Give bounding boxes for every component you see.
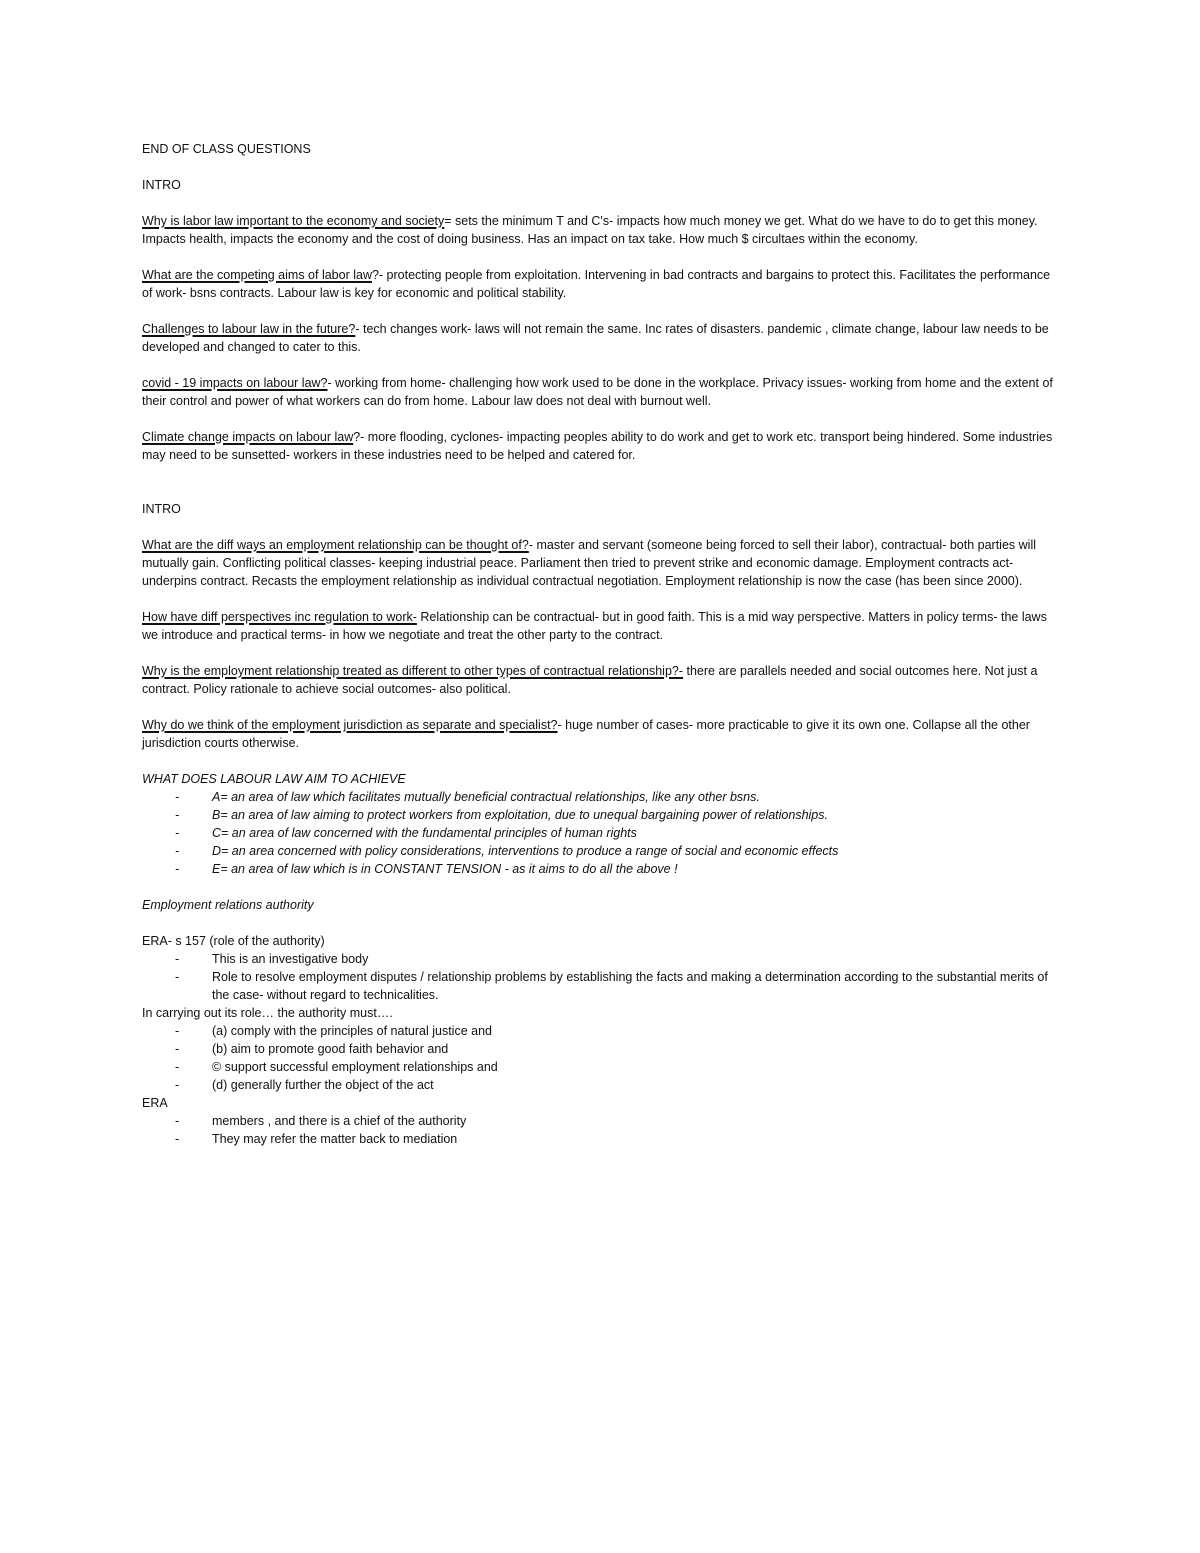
list-item xyxy=(142,824,1062,842)
question-text: Why do we think of the employment jurisdiction as separate and specialist? xyxy=(142,718,558,732)
list-item xyxy=(142,1058,1062,1076)
aims-heading: WHAT DOES LABOUR LAW AIM TO ACHIEVE xyxy=(142,772,406,786)
question-text: Why is labor law important to the economy and society xyxy=(142,214,445,228)
list-item xyxy=(142,1112,1062,1130)
list-item-text: (a) comply with the principles of natural justice and xyxy=(212,1024,492,1038)
section-heading-intro-2: INTRO xyxy=(142,502,181,516)
era-role-list xyxy=(142,950,1062,1004)
document-title: END OF CLASS QUESTIONS xyxy=(142,142,311,156)
question-text: How have diff perspectives inc regulation to work- xyxy=(142,610,417,624)
question-text: What are the competing aims of labor law xyxy=(142,268,372,282)
list-item-text: A= an area of law which facilitates mutually beneficial contractual relationships, like any other bsns. xyxy=(212,790,760,804)
list-item xyxy=(142,806,1062,824)
list-item xyxy=(142,1076,1062,1094)
list-item-text: This is an investigative body xyxy=(212,952,369,966)
qa-paragraph xyxy=(142,320,1062,356)
list-item xyxy=(142,842,1062,860)
qa-paragraph xyxy=(142,716,1062,752)
document-page xyxy=(142,140,1062,1148)
answer-text: - working from home- challenging how work used to be done in the workplace. Privacy issues- working from home and the extent of their control and power of what workers can do from home. Labour law does not deal with burnout well. xyxy=(142,376,1053,408)
dash-bullet: - xyxy=(175,970,180,984)
dash-bullet: - xyxy=(175,862,180,876)
list-item-text: They may refer the matter back to mediation xyxy=(212,1132,458,1146)
qa-paragraph xyxy=(142,608,1062,644)
list-item-text: © support successful employment relationships and xyxy=(212,1060,498,1074)
dash-bullet: - xyxy=(175,1132,180,1146)
qa-paragraph xyxy=(142,212,1062,248)
dash-bullet: - xyxy=(175,1060,180,1074)
list-item xyxy=(142,1130,1062,1148)
question-text: Why is the employment relationship treated as different to other types of contractual relationship?- xyxy=(142,664,684,678)
dash-bullet: - xyxy=(175,826,180,840)
answer-text: Relationship can be contractual- but in good faith. This is a mid way perspective. Matters in policy terms- the laws we introduce and practical terms- in how we negotiate and treat the other party to the contract. xyxy=(142,610,1047,642)
list-item-text: C= an area of law concerned with the fundamental principles of human rights xyxy=(212,826,637,840)
answer-text: there are parallels needed and social outcomes here. Not just a contract. Policy rationale to achieve social outcomes- also political. xyxy=(142,664,1038,696)
dash-bullet: - xyxy=(175,1078,180,1092)
list-item xyxy=(142,1022,1062,1040)
dash-bullet: - xyxy=(175,1042,180,1056)
question-text: covid - 19 impacts on labour law? xyxy=(142,376,328,390)
aims-list xyxy=(142,788,1062,878)
list-item-text: (b) aim to promote good faith behavior and xyxy=(212,1042,449,1056)
qa-paragraph xyxy=(142,374,1062,410)
question-text: Climate change impacts on labour law xyxy=(142,430,354,444)
era-must-line: In carrying out its role… the authority must…. xyxy=(142,1006,393,1020)
list-item-text: D= an area concerned with policy considerations, interventions to produce a range of social and economic effects xyxy=(212,844,839,858)
list-item-text: B= an area of law aiming to protect workers from exploitation, due to unequal bargaining power of relationships. xyxy=(212,808,828,822)
era-members-list xyxy=(142,1112,1062,1148)
dash-bullet: - xyxy=(175,952,180,966)
era-must-list xyxy=(142,1022,1062,1094)
answer-text: - master and servant (someone being forced to sell their labor), contractual- both parties will mutually gain. Conflicting political classes- keeping industrial peace. Parliament then tried to prevent strike and economic damage. Employment contracts act- underpins contract. Recasts the employment relationship as individual contractual negotiation. Employment relationship is now the case (has been since 2000). xyxy=(142,538,1036,588)
answer-text: ?- protecting people from exploitation. Intervening in bad contracts and bargains to protect this. Facilitates the performance of work- bsns contracts. Labour law is key for economic and political stability. xyxy=(142,268,1051,300)
list-item xyxy=(142,950,1062,968)
dash-bullet: - xyxy=(175,790,180,804)
era-label-line: ERA xyxy=(142,1096,168,1110)
qa-paragraph xyxy=(142,266,1062,302)
list-item-text: members , and there is a chief of the authority xyxy=(212,1114,467,1128)
era-heading: Employment relations authority xyxy=(142,898,314,912)
dash-bullet: - xyxy=(175,808,180,822)
answer-text: - huge number of cases- more practicable to give it its own one. Collapse all the other jurisdiction courts otherwise. xyxy=(142,718,1030,750)
list-item-text: E= an area of law which is in CONSTANT TENSION - as it aims to do all the above ! xyxy=(212,862,678,876)
list-item xyxy=(142,1040,1062,1058)
list-item-text: Role to resolve employment disputes / relationship problems by establishing the facts and making a determination according to the substantial merits of the case- without regard to technicalities. xyxy=(212,970,1048,1002)
dash-bullet: - xyxy=(175,844,180,858)
dash-bullet: - xyxy=(175,1114,180,1128)
qa-paragraph xyxy=(142,428,1062,464)
answer-text: ?- more flooding, cyclones- impacting peoples ability to do work and get to work etc. transport being hindered. Some industries may need to be sunsetted- workers in these industries need to be helped and catered for. xyxy=(142,430,1053,462)
list-item xyxy=(142,968,1062,1004)
list-item xyxy=(142,788,1062,806)
answer-text: - tech changes work- laws will not remain the same. Inc rates of disasters. pandemic , climate change, labour law needs to be developed and changed to cater to this. xyxy=(142,322,1049,354)
dash-bullet: - xyxy=(175,1024,180,1038)
qa-paragraph xyxy=(142,536,1062,590)
section-heading-intro-1: INTRO xyxy=(142,178,181,192)
era-section-line: ERA- s 157 (role of the authority) xyxy=(142,934,325,948)
list-item-text: (d) generally further the object of the act xyxy=(212,1078,434,1092)
question-text: What are the diff ways an employment relationship can be thought of? xyxy=(142,538,529,552)
list-item xyxy=(142,860,1062,878)
question-text: Challenges to labour law in the future? xyxy=(142,322,356,336)
qa-paragraph xyxy=(142,662,1062,698)
answer-text: = sets the minimum T and C's- impacts how much money we get. What do we have to do to get this money. Impacts health, impacts the economy and the cost of doing business. Has an impact on tax take. How much $ circultaes within the economy. xyxy=(142,214,1038,246)
